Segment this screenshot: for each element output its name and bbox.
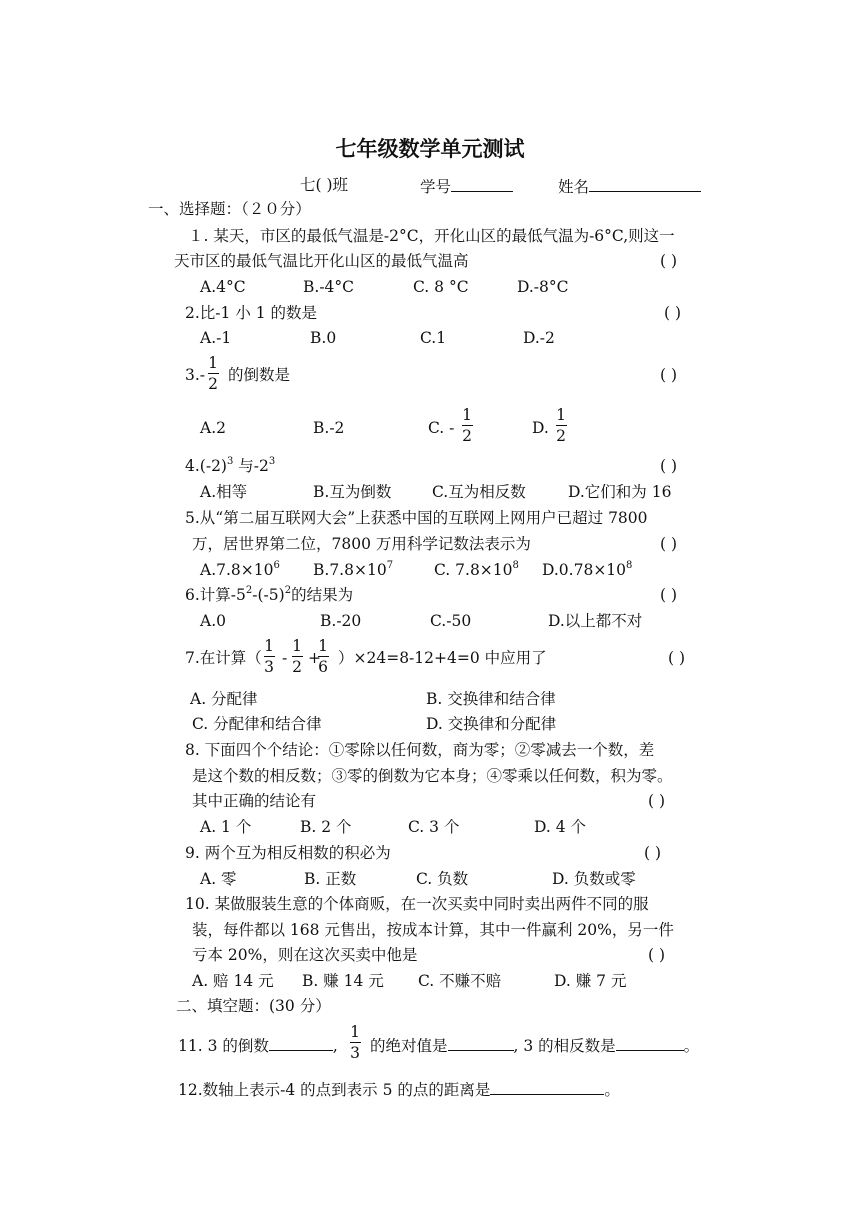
- q4-option-d: D.它们和为 16: [568, 483, 672, 501]
- numerator: 1: [462, 406, 472, 424]
- q6-stem: [185, 585, 353, 605]
- q6-option-c: C.-50: [430, 612, 472, 630]
- q9-option-d: D. 负数或零: [552, 870, 636, 888]
- q9-stem: 9. 两个互为相反相数的积必为: [185, 844, 391, 862]
- section1-heading: 一、选择题：（２０分）: [148, 200, 311, 218]
- q1-answer-paren: ( ): [660, 252, 678, 270]
- q10-answer-paren: ( ): [648, 946, 666, 964]
- q12-end: 。: [604, 1081, 620, 1099]
- q2-option-c: C.1: [420, 329, 447, 347]
- q2-answer-paren: ( ): [664, 304, 682, 322]
- q3-prefix: 3.-: [185, 366, 206, 384]
- q6-exponent-1: 2: [245, 585, 253, 596]
- q5-option-c-exponent: 8: [512, 560, 519, 571]
- q4-text-2: 与-2: [233, 457, 269, 475]
- q11-fraction: [348, 1023, 362, 1062]
- q4-exponent: 3: [226, 456, 234, 467]
- q12-stem: [178, 1078, 620, 1100]
- student-id-field: [420, 175, 513, 197]
- q1-option-b: B.-4°C: [303, 278, 355, 296]
- q3-fraction: [206, 354, 220, 393]
- q8-option-d: D. 4 个: [534, 818, 587, 836]
- q1-option-c: C. 8 °C: [413, 278, 469, 296]
- q5-option-c: [434, 560, 519, 580]
- denominator: 2: [292, 658, 302, 676]
- q7-fraction-third: [262, 637, 276, 676]
- q9-option-b: B. 正数: [304, 870, 357, 888]
- q11-end: 。: [683, 1037, 700, 1055]
- section2-heading: 二、填空题：(30 分）: [176, 997, 331, 1015]
- numerator: 1: [350, 1023, 360, 1041]
- q5-option-b: [313, 560, 393, 580]
- q7-answer-paren: ( ): [668, 649, 686, 667]
- q1-option-a: A.4°C: [200, 278, 246, 296]
- q7-suffix: ）×24=8-12+4=0 中应用了: [338, 649, 547, 667]
- denominator: 3: [350, 1044, 360, 1062]
- q5-option-b-text: B.7.8×10: [313, 561, 387, 579]
- q4-option-c: C.互为相反数: [432, 483, 526, 501]
- q7-fraction-half: [290, 637, 304, 676]
- student-id-label: 学号: [420, 178, 452, 196]
- q7-minus: -: [282, 649, 288, 667]
- q11-part2: [370, 1034, 699, 1056]
- q11-text-2: 的绝对值是: [370, 1037, 448, 1055]
- q2-option-a: A.-1: [200, 329, 232, 347]
- q5-option-a-text: A.7.8×10: [200, 561, 274, 579]
- denominator: 2: [556, 427, 566, 445]
- q3-option-b: B.-2: [313, 419, 345, 437]
- numerator: 1: [208, 354, 218, 372]
- q8-line2: 是这个数的相反数；③零的倒数为它本身；④零乘以任何数，积为零。: [192, 767, 673, 785]
- q11-part1: [178, 1034, 338, 1056]
- q2-option-b: B.0: [310, 329, 337, 347]
- q9-option-c: C. 负数: [416, 870, 469, 888]
- q6-option-a: A.0: [200, 612, 226, 630]
- q3-option-a: A.2: [200, 419, 226, 437]
- q4-option-b: B.互为倒数: [313, 483, 392, 501]
- q6-text-1: 6.计算-5: [185, 586, 246, 604]
- q6-answer-paren: ( ): [660, 586, 678, 604]
- q5-option-b-exponent: 7: [386, 560, 394, 571]
- q6-text-2: -(-5): [252, 586, 285, 604]
- q2-stem: 2.比-1 小 1 的数是: [185, 304, 318, 322]
- q3-suffix: 的倒数是: [228, 366, 291, 384]
- numerator: 1: [318, 637, 328, 655]
- q6-option-b: B.-20: [320, 612, 362, 630]
- q4-exponent-2: 3: [268, 456, 276, 467]
- q5-option-c-text: C. 7.8×10: [434, 561, 513, 579]
- q7-option-b: B. 交换律和结合律: [426, 690, 556, 708]
- q4-stem: [185, 456, 275, 476]
- q3-answer-paren: ( ): [660, 366, 678, 384]
- page-title: 七年级数学单元测试: [335, 136, 525, 161]
- class-label: 七( )班: [300, 176, 349, 194]
- denominator: 2: [208, 375, 218, 393]
- q1-line1: １. 某天，市区的最低气温是-2°C，开化山区的最低气温为-6°C,则这一: [188, 227, 675, 245]
- q10-line1: 10. 某做服装生意的个体商贩，在一次买卖中同时卖出两件不同的服: [185, 895, 649, 913]
- q10-option-d: D. 赚 7 元: [554, 972, 627, 990]
- q12-text: 12.数轴上表示-4 的点到表示 5 的点的距离是: [178, 1081, 491, 1099]
- name-field: [558, 175, 701, 197]
- q1-line2: 天市区的最低气温比开化山区的最低气温高: [174, 252, 469, 270]
- q5-answer-paren: ( ): [660, 535, 678, 553]
- q7-option-c: C. 分配律和结合律: [192, 715, 322, 733]
- q5-option-d-text: D.0.78×10: [542, 561, 627, 579]
- q5-line1: 5.从“第二届互联网大会”上获悉中国的互联网上网用户已超过 7800: [185, 509, 648, 527]
- q7-option-d: D. 交换律和分配律: [426, 715, 557, 733]
- q3-option-d: D.: [532, 419, 549, 437]
- numerator: 1: [556, 406, 566, 424]
- q7-option-a: A. 分配律: [190, 690, 258, 708]
- q4-option-a: A.相等: [200, 483, 248, 501]
- q11-text-1: 11. 3 的倒数: [178, 1037, 269, 1055]
- denominator: 3: [264, 658, 274, 676]
- q5-option-a-exponent: 6: [273, 560, 280, 571]
- q4-answer-paren: ( ): [660, 457, 678, 475]
- q8-line1: 8. 下面四个个结论：①零除以任何数，商为零；②零减去一个数，差: [185, 741, 655, 759]
- q8-line3: 其中正确的结论有: [192, 792, 317, 810]
- denominator: 6: [318, 658, 328, 676]
- q8-answer-paren: ( ): [648, 792, 666, 810]
- numerator: 1: [292, 637, 302, 655]
- q5-line2: 万，居世界第二位，7800 万用科学记数法表示为: [192, 535, 531, 553]
- name-label: 姓名: [558, 178, 590, 196]
- q9-answer-paren: ( ): [644, 844, 662, 862]
- q5-option-d-exponent: 8: [626, 560, 633, 571]
- q1-option-d: D.-8°C: [517, 278, 569, 296]
- q8-option-a: A. 1 个: [200, 818, 252, 836]
- q8-option-b: B. 2 个: [300, 818, 352, 836]
- q4-text-1: 4.(-2): [185, 457, 227, 475]
- q8-option-c: C. 3 个: [408, 818, 460, 836]
- q7-prefix: 7.在计算（: [185, 649, 262, 667]
- q5-option-a: [200, 560, 280, 580]
- denominator: 2: [462, 427, 472, 445]
- q10-option-c: C. 不赚不赔: [418, 972, 502, 990]
- q3-option-c: C. -: [428, 419, 455, 437]
- q11-text-3: , 3 的相反数是: [513, 1037, 616, 1055]
- q6-option-d: D.以上都不对: [548, 612, 643, 630]
- q10-line2: 装，每件都以 168 元售出，按成本计算，其中一件赢利 20%，另一件: [192, 921, 674, 939]
- q10-option-a: A. 赔 14 元: [192, 972, 274, 990]
- q2-option-d: D.-2: [523, 329, 555, 347]
- q10-line3: 亏本 20%，则在这次买卖中他是: [192, 946, 418, 964]
- q3-option-d-fraction: [554, 406, 568, 445]
- q7-plus: +: [308, 649, 321, 667]
- q9-option-a: A. 零: [200, 870, 237, 888]
- q11-comma: ,: [332, 1037, 338, 1055]
- numerator: 1: [264, 637, 274, 655]
- q6-text-3: 的结果为: [291, 586, 354, 604]
- q5-option-d: [542, 560, 632, 580]
- q10-option-b: B. 赚 14 元: [302, 972, 384, 990]
- q7-fraction-sixth: [316, 637, 330, 676]
- q3-option-c-fraction: [460, 406, 474, 445]
- q6-exponent-2: 2: [284, 585, 292, 596]
